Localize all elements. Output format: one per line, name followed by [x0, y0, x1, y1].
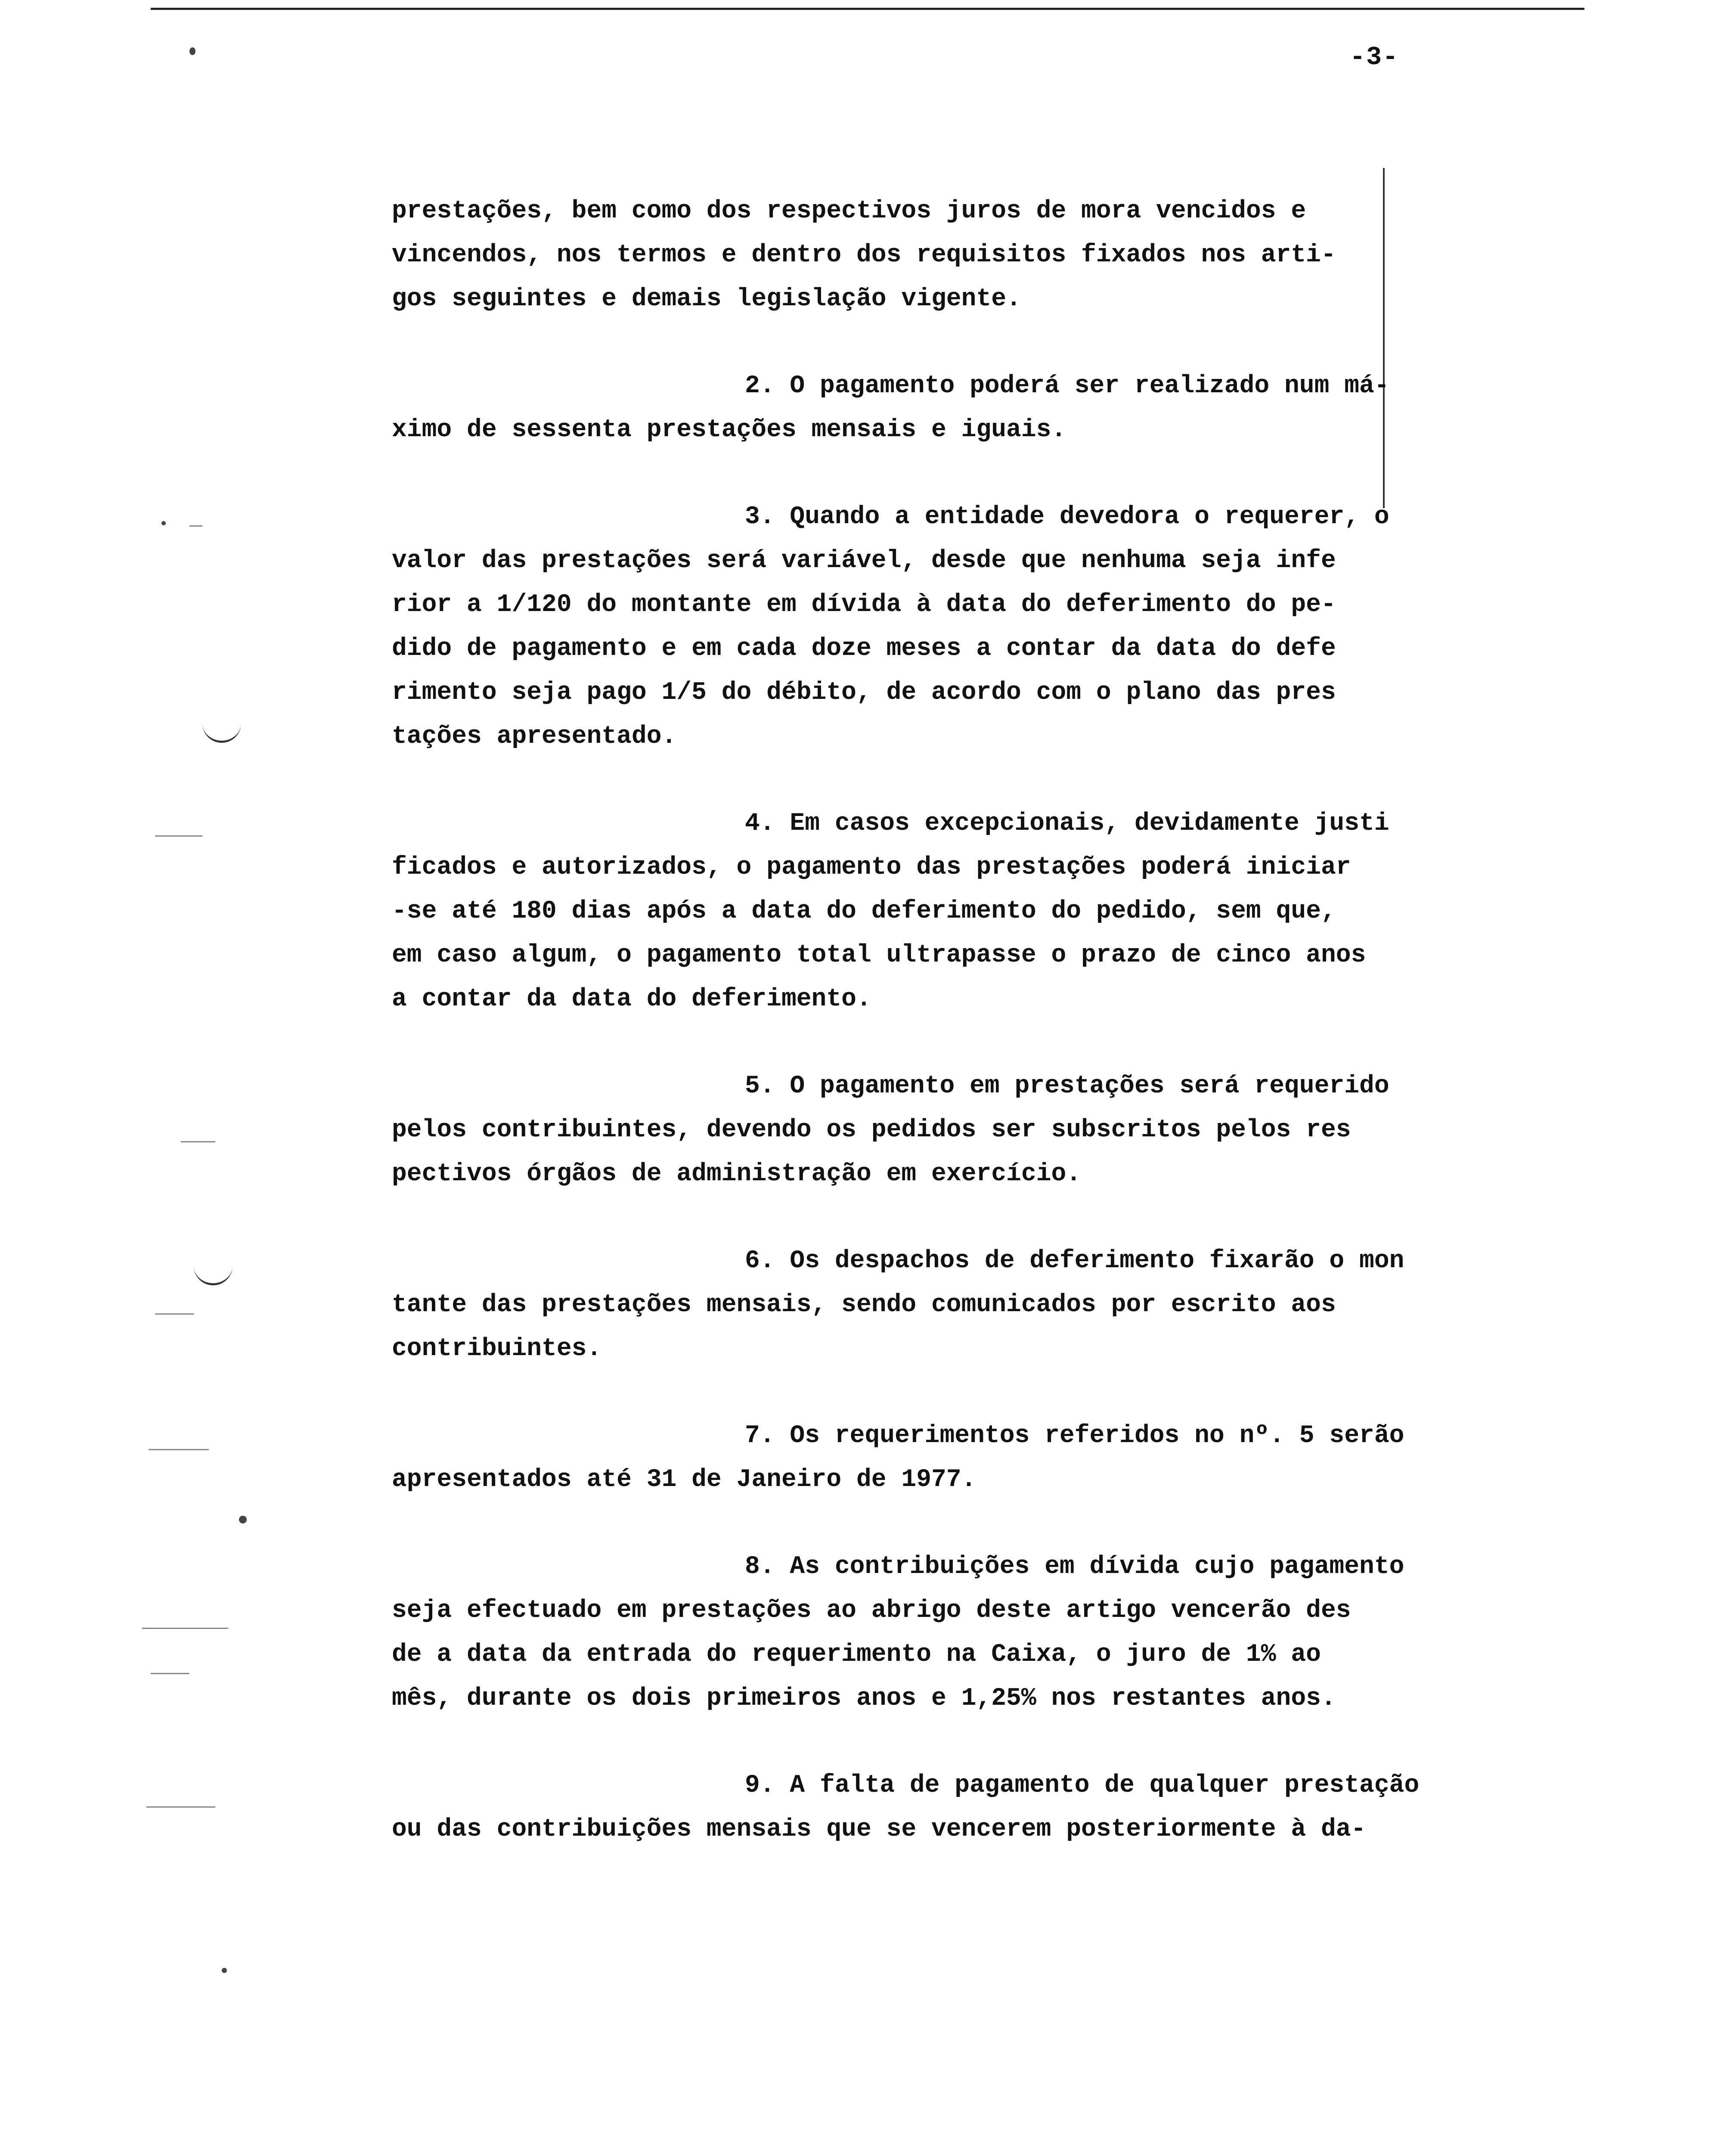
speck-mark	[189, 525, 202, 527]
paragraph-5	[392, 1064, 1554, 1196]
speck-mark	[155, 835, 202, 837]
punch-hole-mark	[202, 715, 241, 743]
text-line: 2. O pagamento poderá ser realizado num má-	[745, 372, 1389, 400]
text-line: rimento seja pago 1/5 do débito, de acordo com o plano das pres	[392, 679, 1336, 707]
paragraph-9	[392, 1764, 1554, 1852]
paragraph-continuation	[392, 189, 1554, 321]
punch-hole-mark	[194, 1257, 232, 1285]
text-line: 9. A falta de pagamento de qualquer prestação	[745, 1771, 1420, 1799]
speck-mark	[149, 1449, 209, 1450]
text-line: mês, durante os dois primeiros anos e 1,25% nos restantes anos.	[392, 1685, 1336, 1712]
text-line: a contar da data do deferimento.	[392, 985, 871, 1013]
speck-mark	[161, 521, 166, 525]
speck-mark	[181, 1141, 215, 1142]
speck-mark	[146, 1806, 215, 1808]
text-line: vincendos, nos termos e dentro dos requisitos fixados nos arti-	[392, 241, 1336, 269]
text-line: tações apresentado.	[392, 723, 677, 751]
paragraph-4	[392, 802, 1554, 1021]
text-line: 3. Quando a entidade devedora o requerer, o	[745, 503, 1389, 531]
text-line: 7. Os requerimentos referidos no nº. 5 serão	[745, 1422, 1404, 1450]
text-line: prestações, bem como dos respectivos juros de mora vencidos e	[392, 197, 1306, 225]
speck-mark	[222, 1968, 227, 1973]
text-line: seja efectuado em prestações ao abrigo deste artigo vencerão des	[392, 1597, 1351, 1625]
text-line: 4. Em casos excepcionais, devidamente justi	[745, 810, 1389, 838]
document-body	[392, 189, 1554, 1895]
text-line: 6. Os despachos de deferimento fixarão o mon	[745, 1247, 1404, 1275]
page-number: -3-	[1350, 43, 1399, 72]
text-line: -se até 180 dias após a data do deferimento do pedido, sem que,	[392, 897, 1336, 925]
text-line: pelos contribuintes, devendo os pedidos ser subscritos pelos res	[392, 1116, 1351, 1144]
text-line: pectivos órgãos de administração em exercício.	[392, 1160, 1082, 1188]
paragraph-3	[392, 495, 1554, 759]
text-line: 8. As contribuições em dívida cujo pagamento	[745, 1553, 1404, 1581]
speck-mark	[151, 1673, 189, 1674]
speck-mark	[189, 47, 195, 55]
paragraph-8	[392, 1545, 1554, 1721]
speck-mark	[155, 1313, 194, 1315]
text-line: ximo de sessenta prestações mensais e iguais.	[392, 416, 1066, 444]
text-line: de a data da entrada do requerimento na Caixa, o juro de 1% ao	[392, 1641, 1321, 1669]
text-line: contribuintes.	[392, 1335, 602, 1363]
speck-mark	[142, 1628, 228, 1629]
text-line: rior a 1/120 do montante em dívida à data do deferimento do pe-	[392, 591, 1336, 619]
top-rule	[151, 8, 1584, 10]
speck-mark	[239, 1516, 247, 1523]
text-line: apresentados até 31 de Janeiro de 1977.	[392, 1466, 976, 1494]
text-line: gos seguintes e demais legislação vigente.	[392, 285, 1021, 313]
text-line: ou das contribuições mensais que se vencerem posteriormente à da-	[392, 1815, 1366, 1843]
text-line: valor das prestações será variável, desde que nenhuma seja infe	[392, 547, 1336, 575]
text-line: ficados e autorizados, o pagamento das prestações poderá iniciar	[392, 853, 1351, 881]
text-line: 5. O pagamento em prestações será requerido	[745, 1072, 1389, 1100]
text-line: tante das prestações mensais, sendo comunicados por escrito aos	[392, 1291, 1336, 1319]
text-line: em caso algum, o pagamento total ultrapasse o prazo de cinco anos	[392, 941, 1366, 969]
paragraph-7	[392, 1414, 1554, 1502]
text-line: dido de pagamento e em cada doze meses a contar da data do defe	[392, 635, 1336, 663]
paragraph-2	[392, 364, 1554, 452]
paragraph-6	[392, 1239, 1554, 1371]
